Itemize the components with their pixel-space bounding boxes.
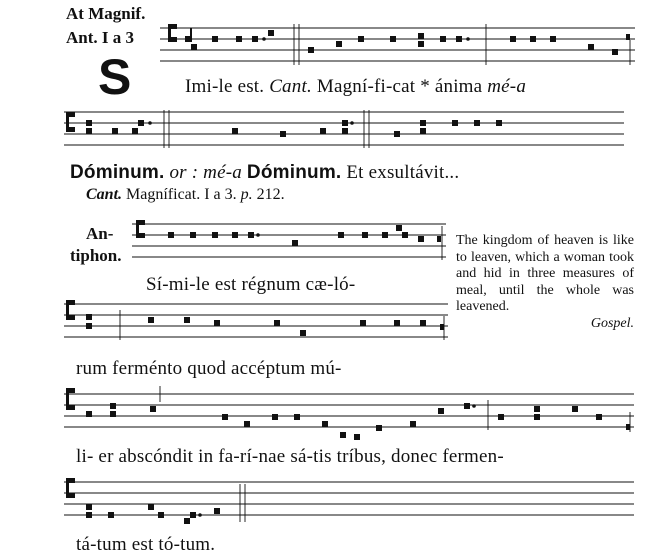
staff-5-svg <box>64 384 634 448</box>
chant-staff-3 <box>132 214 446 260</box>
translation-source: Gospel. <box>590 315 634 331</box>
chant-staff-6 <box>64 474 634 524</box>
canticle-reference <box>86 186 285 204</box>
lyric-line-3: Sí-mi-le est régnum cæ-ló- <box>146 274 356 295</box>
lyric-1-rest: Magní-fi-cat * ánima <box>316 76 483 97</box>
lyric-2-dominum-2: Dóminum. <box>246 162 342 183</box>
antiphon-label-line2: Ant. I a 3 <box>66 28 135 47</box>
lyric-line-2 <box>70 162 459 184</box>
staff-6-svg <box>64 474 634 524</box>
staff-3-svg <box>132 214 446 260</box>
lyric-2-or: or : mé-a <box>169 162 242 183</box>
cant-ref-cant: Cant. <box>86 186 123 203</box>
lyric-line-6: tá-tum est tó-tum. <box>76 534 216 555</box>
cant-ref-num: 212. <box>256 186 285 203</box>
drop-initial: S <box>98 49 132 105</box>
lyric-1-start: Imi-le est. <box>185 76 265 97</box>
chant-staff-4 <box>64 296 448 342</box>
staff-4-svg <box>64 296 448 342</box>
translation-block <box>456 233 634 332</box>
chant-staff-5 <box>64 384 634 448</box>
chant-staff-2 <box>64 108 624 150</box>
lyric-line-4: rum ferménto quod accéptum mú- <box>76 358 342 379</box>
lyric-2-rest: Et exsultávit... <box>346 162 460 183</box>
lyric-line-1 <box>185 76 526 98</box>
antiphon2-label-line1: An- <box>86 224 114 243</box>
lyric-2-dominum: Dóminum. <box>70 162 165 183</box>
lyric-line-5: li- er abscóndit in fa-rí-nae sá-tis tríbus, donec fermen- <box>76 446 504 467</box>
antiphon2-label-line2: tiphon. <box>70 246 122 265</box>
translation-text: The kingdom of heaven is like to leaven, which a woman took and hid in three measures of meal, until the whole was leavened. <box>456 233 634 314</box>
cant-ref-text: Magníficat. I a 3. <box>126 186 237 203</box>
cant-ref-p: p. <box>240 186 253 203</box>
lyric-1-mea: mé-a <box>487 76 527 97</box>
antiphon-label-line1: At Magnif. <box>66 4 146 23</box>
staff-2-svg <box>64 108 624 150</box>
lyric-1-cant: Cant. <box>269 76 312 97</box>
staff-1-svg <box>160 20 635 65</box>
chant-staff-1 <box>160 20 635 65</box>
